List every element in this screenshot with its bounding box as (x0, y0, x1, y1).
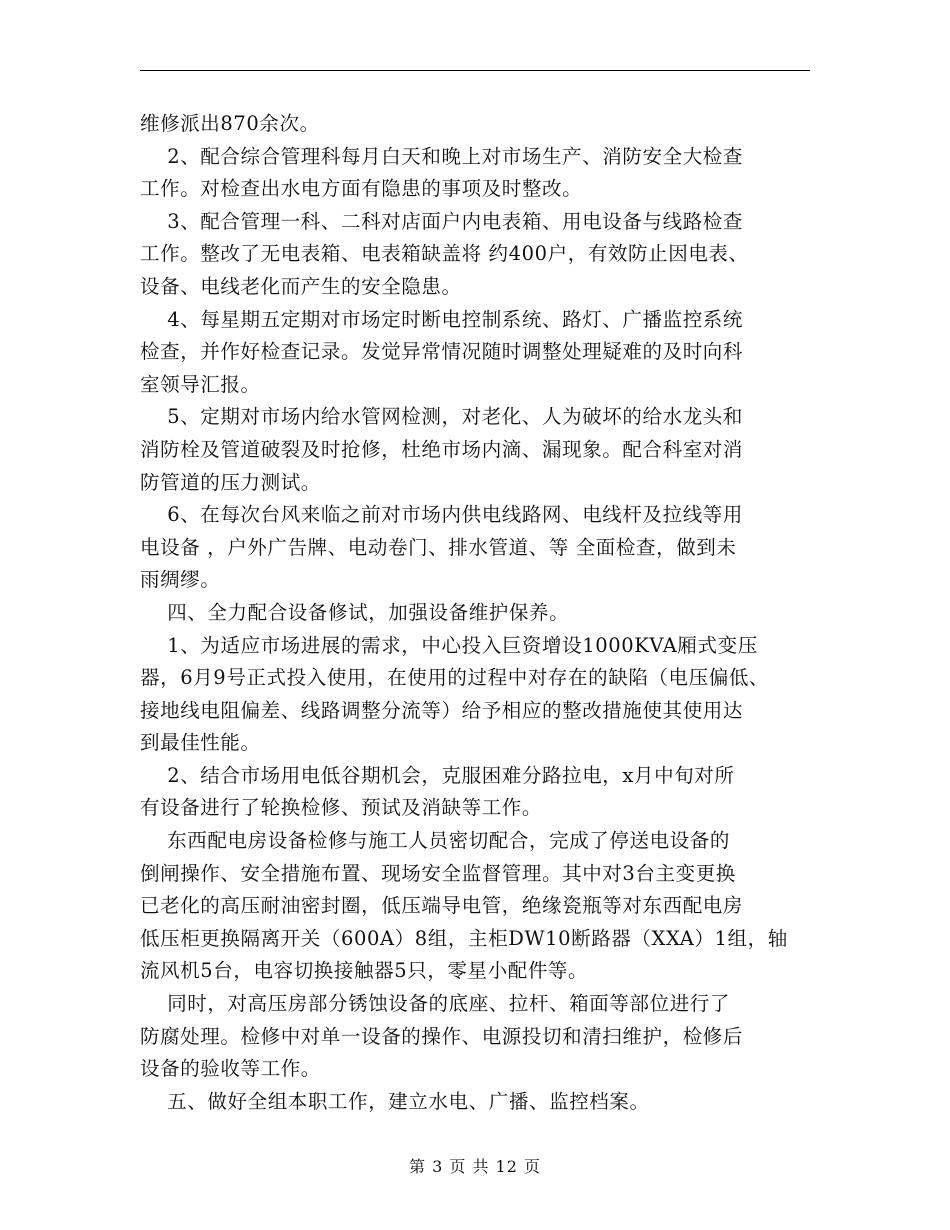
text-line: 防管道的压力测试。 (140, 470, 321, 494)
text-line: 1、为适应市场进展的需求，中心投入巨资增设1000KVA厢式变压 (140, 633, 758, 657)
text-line: 维修派出870余次。 (140, 112, 320, 135)
text-line: 3、配合管理一科、二科对店面户内电表箱、用电设备与线路检查 (140, 209, 744, 233)
text-line: 2、结合市场用电低谷期机会，克服困难分路拉电，x月中旬对所 (140, 763, 735, 787)
text-line: 东西配电房设备检修与施工人员密切配合，完成了停送电设备的 (140, 829, 730, 853)
text-line: 6、在每次台风来临之前对市场内供电线路网、电线杆及拉线等用 (140, 503, 744, 527)
text-line: 有设备进行了轮换检修、预试及消缺等工作。 (140, 796, 543, 820)
text-line: 接地线电阻偏差、线路调整分流等）给予相应的整改措施使其使用达 (140, 698, 744, 722)
header-rule (140, 70, 810, 71)
text-line: 检查，并作好检查记录。发觉异常情况随时调整处理疑难的及时向科 (140, 340, 744, 364)
text-line: 工作。对检查出水电方面有隐患的事项及时整改。 (140, 177, 583, 201)
page-number-footer: 第 3 页 共 12 页 (409, 1157, 541, 1176)
text-line: 电设备 ，户外广告牌、电动卷门、排水管道、等 全面检查，做到未 (140, 535, 737, 559)
text-line: 室领导汇报。 (140, 372, 261, 396)
section-heading: 五、做好全组本职工作，建立水电、广播、监控档案。 (140, 1089, 650, 1113)
text-line: 4、每星期五定期对市场定时断电控制系统、路灯、广播监控系统 (140, 307, 744, 331)
text-line: 设备、电线老化而产生的安全隐患。 (140, 274, 462, 298)
text-line: 消防栓及管道破裂及时抢修，杜绝市场内滴、漏现象。配合科室对消 (140, 437, 744, 461)
text-line: 2、配合综合管理科每月白天和晚上对市场生产、消防安全大检查 (140, 144, 744, 168)
text-line: 设备的验收等工作。 (140, 1057, 321, 1081)
text-line: 工作。整改了无电表箱、电表箱缺盖将 约400户，有效防止因电表、 (140, 242, 749, 266)
text-line: 同时，对高压房部分锈蚀设备的底座、拉杆、箱面等部位进行了 (140, 992, 730, 1016)
text-line: 器，6月9号正式投入使用，在使用的过程中对存在的缺陷（电压偏低、 (140, 666, 770, 690)
text-line: 防腐处理。检修中对单一设备的操作、电源投切和清扫维护，检修后 (140, 1024, 744, 1048)
text-line: 倒闸操作、安全措施布置、现场安全监督管理。其中对3台主变更换 (140, 861, 736, 885)
text-line: 雨绸缪。 (140, 568, 221, 592)
section-heading: 四、全力配合设备修试，加强设备维护保养。 (140, 600, 570, 624)
text-line: 低压柜更换隔离开关（600A）8组，主柜DW10断路器（XXA）1组，轴 (140, 926, 788, 950)
text-line: 流风机5台，电容切换接触器5只，零星小配件等。 (140, 959, 589, 983)
text-line: 到最佳性能。 (140, 731, 261, 755)
document-body (140, 108, 820, 1118)
text-line: 已老化的高压耐油密封圈，低压端导电管，绝缘瓷瓶等对东西配电房 (140, 894, 744, 918)
text-line: 5、定期对市场内给水管网检测，对老化、人为破坏的给水龙头和 (140, 405, 744, 429)
